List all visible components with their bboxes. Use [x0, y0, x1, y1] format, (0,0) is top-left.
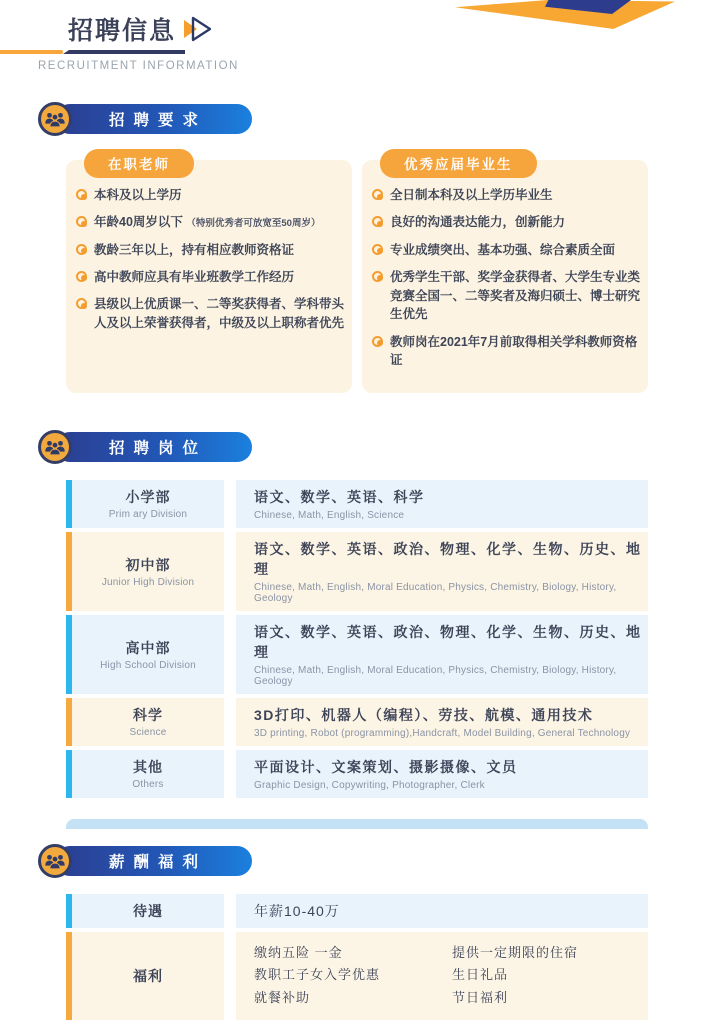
- requirement-item: [372, 268, 640, 324]
- requirement-text: 年龄40周岁以下 （特别优秀者可放宽至50周岁）: [94, 213, 320, 232]
- group-heading-graduates: 优秀应届毕业生: [380, 149, 537, 178]
- bullet-icon: [76, 271, 87, 282]
- section-title-positions: 招聘岗位: [55, 432, 252, 462]
- requirement-text: 教师岗在2021年7月前取得相关学科教师资格证: [390, 333, 640, 371]
- subjects-cell: [236, 480, 648, 528]
- bullet-icon: [76, 216, 87, 227]
- requirement-item: [76, 241, 344, 260]
- subjects: 语文、数学、英语、政治、物理、化学、生物、历史、地理: [254, 539, 642, 579]
- panel-fresh-graduates: [362, 160, 648, 393]
- subjects: 语文、数学、英语、政治、物理、化学、生物、历史、地理: [254, 622, 642, 662]
- welfare-item: 生日礼品: [452, 966, 578, 985]
- requirement-item: [76, 295, 344, 333]
- position-row-high-school: [66, 615, 648, 694]
- salary-label-cell: [66, 894, 224, 928]
- welfare-item: 教职工子女入学优惠: [254, 966, 452, 985]
- bullet-icon: [76, 189, 87, 200]
- salary-label: 待遇: [133, 901, 163, 921]
- bullet-icon: [372, 271, 383, 282]
- dept-name: 初中部: [126, 555, 171, 575]
- title-row: [68, 14, 713, 44]
- dept-name-en: Others: [132, 779, 163, 790]
- subjects: 3D打印、机器人（编程）、劳技、航模、通用技术: [254, 705, 642, 725]
- dept-name: 其他: [133, 757, 163, 777]
- salary-table: [66, 894, 648, 1020]
- bullet-icon: [76, 298, 87, 309]
- position-row-primary: [66, 480, 648, 528]
- dept-name-en: High School Division: [100, 660, 196, 671]
- requirement-text: 教龄三年以上，持有相应教师资格证: [94, 241, 294, 260]
- requirement-text: 优秀学生干部、奖学金获得者、大学生专业类竞赛全国一、二等奖者及海归硕士、博士研究生优先: [390, 268, 640, 324]
- subjects-en: Graphic Design, Copywriting, Photographer, Clerk: [254, 780, 642, 791]
- requirement-item: [76, 268, 344, 287]
- subjects-cell: [236, 532, 648, 611]
- welfare-column-2: [452, 944, 578, 1009]
- position-row-science: [66, 698, 648, 746]
- dept-name-en: Prim ary Division: [109, 509, 187, 520]
- welfare-item: 提供一定期限的住宿: [452, 944, 578, 963]
- position-row-others: [66, 750, 648, 798]
- welfare-item: 节日福利: [452, 989, 578, 1008]
- subjects: 语文、数学、英语、科学: [254, 487, 642, 507]
- bullet-icon: [372, 216, 383, 227]
- welfare-item: 缴纳五险 一金: [254, 944, 452, 963]
- welfare-columns: [254, 944, 642, 1009]
- section-title-requirements: 招聘要求: [55, 104, 252, 134]
- subjects-en: Chinese, Math, English, Moral Education, Physics, Chemistry, Biology, History, Geology: [254, 665, 642, 687]
- dept-cell: [66, 750, 224, 798]
- requirement-item: [372, 241, 640, 260]
- page-header: [0, 0, 713, 72]
- salary-row-treatment: [66, 894, 648, 928]
- subjects-cell: [236, 750, 648, 798]
- requirements-panels: [66, 160, 648, 393]
- requirement-item: [76, 186, 344, 205]
- people-icon: [38, 430, 72, 464]
- section-header-requirements: [38, 102, 252, 136]
- subjects-en: Chinese, Math, English, Science: [254, 510, 642, 521]
- bullet-icon: [76, 244, 87, 255]
- section-header-salary: [38, 844, 252, 878]
- dept-name: 高中部: [126, 638, 171, 658]
- requirement-item: [372, 333, 640, 371]
- dept-cell: [66, 480, 224, 528]
- play-icon: [183, 16, 213, 42]
- requirement-text: 县级以上优质课一、二等奖获得者、学科带头人及以上荣誉获得者，中级及以上职称者优先: [94, 295, 344, 333]
- requirement-text: 良好的沟通表达能力，创新能力: [390, 213, 565, 232]
- rule-navy: [63, 50, 185, 54]
- next-section-peek-bar: [66, 819, 648, 829]
- page-title: 招聘信息: [68, 11, 176, 47]
- rule-orange: [0, 50, 63, 54]
- subjects-en: Chinese, Math, English, Moral Education, Physics, Chemistry, Biology, History, Geology: [254, 582, 642, 604]
- dept-name: 科学: [133, 705, 163, 725]
- dept-cell: [66, 615, 224, 694]
- dept-name: 小学部: [126, 487, 171, 507]
- welfare-column-1: [254, 944, 452, 1009]
- bullet-icon: [372, 189, 383, 200]
- requirement-item: [372, 213, 640, 232]
- requirements-list-inservice: [76, 186, 344, 333]
- salary-value: 年薪10-40万: [254, 901, 642, 921]
- subjects-cell: [236, 615, 648, 694]
- subjects-en: 3D printing, Robot (programming),Handcraft, Model Building, General Technology: [254, 728, 642, 739]
- header-rule: [0, 50, 713, 55]
- salary-row-welfare: [66, 932, 648, 1020]
- bullet-icon: [372, 244, 383, 255]
- page-subtitle: RECRUITMENT INFORMATION: [38, 60, 713, 72]
- requirement-item: [76, 213, 344, 232]
- group-heading-inservice: 在职老师: [84, 149, 194, 178]
- welfare-content-cell: [236, 932, 648, 1020]
- panel-inservice-teachers: [66, 160, 352, 393]
- section-header-positions: [38, 430, 252, 464]
- requirement-text: 专业成绩突出、基本功强、综合素质全面: [390, 241, 615, 260]
- section-title-salary: 薪酬福利: [55, 846, 252, 876]
- positions-table: [66, 480, 648, 798]
- people-icon: [38, 844, 72, 878]
- dept-cell: [66, 532, 224, 611]
- requirements-list-graduates: [372, 186, 640, 370]
- requirement-item: [372, 186, 640, 205]
- dept-cell: [66, 698, 224, 746]
- subjects: 平面设计、文案策划、摄影摄像、文员: [254, 757, 642, 777]
- welfare-item: 就餐补助: [254, 989, 452, 1008]
- welfare-label: 福利: [133, 966, 163, 986]
- position-row-junior-high: [66, 532, 648, 611]
- requirement-text: 本科及以上学历: [94, 186, 182, 205]
- bullet-icon: [372, 336, 383, 347]
- subjects-cell: [236, 698, 648, 746]
- welfare-label-cell: [66, 932, 224, 1020]
- people-icon: [38, 102, 72, 136]
- dept-name-en: Junior High Division: [102, 577, 194, 588]
- requirement-text: 全日制本科及以上学历毕业生: [390, 186, 553, 205]
- requirement-text: 高中教师应具有毕业班教学工作经历: [94, 268, 294, 287]
- salary-value-cell: [236, 894, 648, 928]
- dept-name-en: Science: [130, 727, 167, 738]
